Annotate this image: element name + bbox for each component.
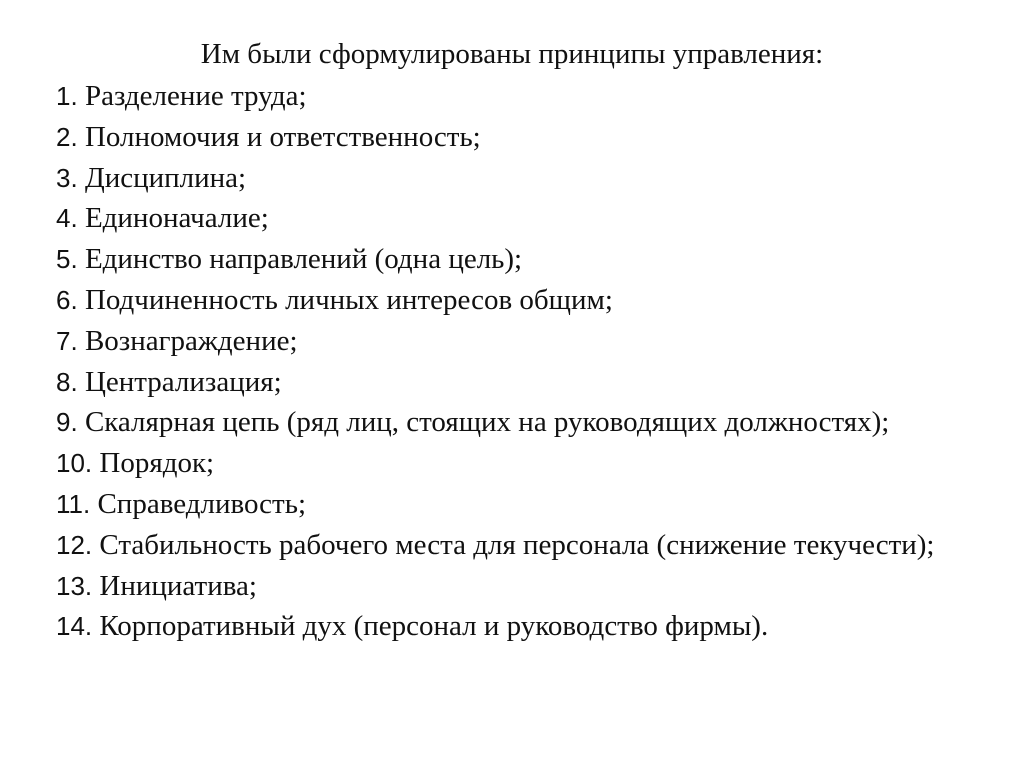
- principle-number: 9.: [56, 407, 78, 438]
- principle-text: Порядок;: [99, 447, 215, 480]
- principle-item: [56, 443, 978, 484]
- principle-number: 2.: [56, 121, 78, 152]
- principle-text: Полномочия и ответственность;: [84, 120, 481, 153]
- principle-text: Централизация;: [84, 365, 282, 398]
- principle-text: Скалярная цепь (ряд лиц, стоящих на руководящих должностях);: [84, 406, 890, 439]
- principle-item: [56, 402, 978, 443]
- principle-number: 13.: [56, 570, 93, 601]
- principle-text: Единоначалие;: [84, 202, 269, 235]
- principle-number: 1.: [56, 81, 78, 111]
- principle-text: Дисциплина;: [84, 161, 247, 194]
- principle-item: [56, 198, 978, 239]
- principle-item: [56, 321, 978, 362]
- principle-text: Вознаграждение;: [84, 324, 298, 357]
- principle-text: Единство направлений (одна цель);: [84, 243, 523, 276]
- principle-item: [56, 362, 978, 403]
- principle-number: 4.: [56, 203, 78, 234]
- principle-item: [56, 158, 978, 199]
- principle-number: 10.: [56, 448, 93, 479]
- principle-text: Разделение труда;: [84, 80, 307, 112]
- principle-item: [56, 280, 978, 321]
- principle-item: [56, 117, 978, 158]
- principle-item: [56, 484, 978, 525]
- principle-text: Подчиненность личных интересов общим;: [84, 283, 613, 316]
- principle-number: 14.: [56, 611, 93, 642]
- principles-list: [56, 76, 978, 647]
- principle-text: Справедливость;: [97, 487, 307, 520]
- principle-number: 8.: [56, 366, 78, 397]
- principle-text: Инициатива;: [99, 569, 257, 602]
- principle-item: [56, 606, 978, 647]
- principle-text: Корпоративный дух (персонал и руководство фирмы).: [99, 610, 769, 643]
- principle-number: 5.: [56, 244, 78, 275]
- principle-item: [56, 76, 978, 117]
- principle-number: 11.: [56, 488, 91, 519]
- principle-item: [56, 525, 978, 566]
- slide-heading: Им были сформулированы принципы управления:: [200, 38, 824, 70]
- principle-item: [56, 239, 978, 280]
- principle-number: 7.: [56, 325, 78, 356]
- principle-item: [56, 566, 978, 607]
- principle-number: 12.: [56, 529, 93, 560]
- principle-text: Стабильность рабочего места для персонала (снижение текучести);: [99, 528, 935, 561]
- principle-number: 3.: [56, 162, 78, 193]
- principle-number: 6.: [56, 284, 78, 315]
